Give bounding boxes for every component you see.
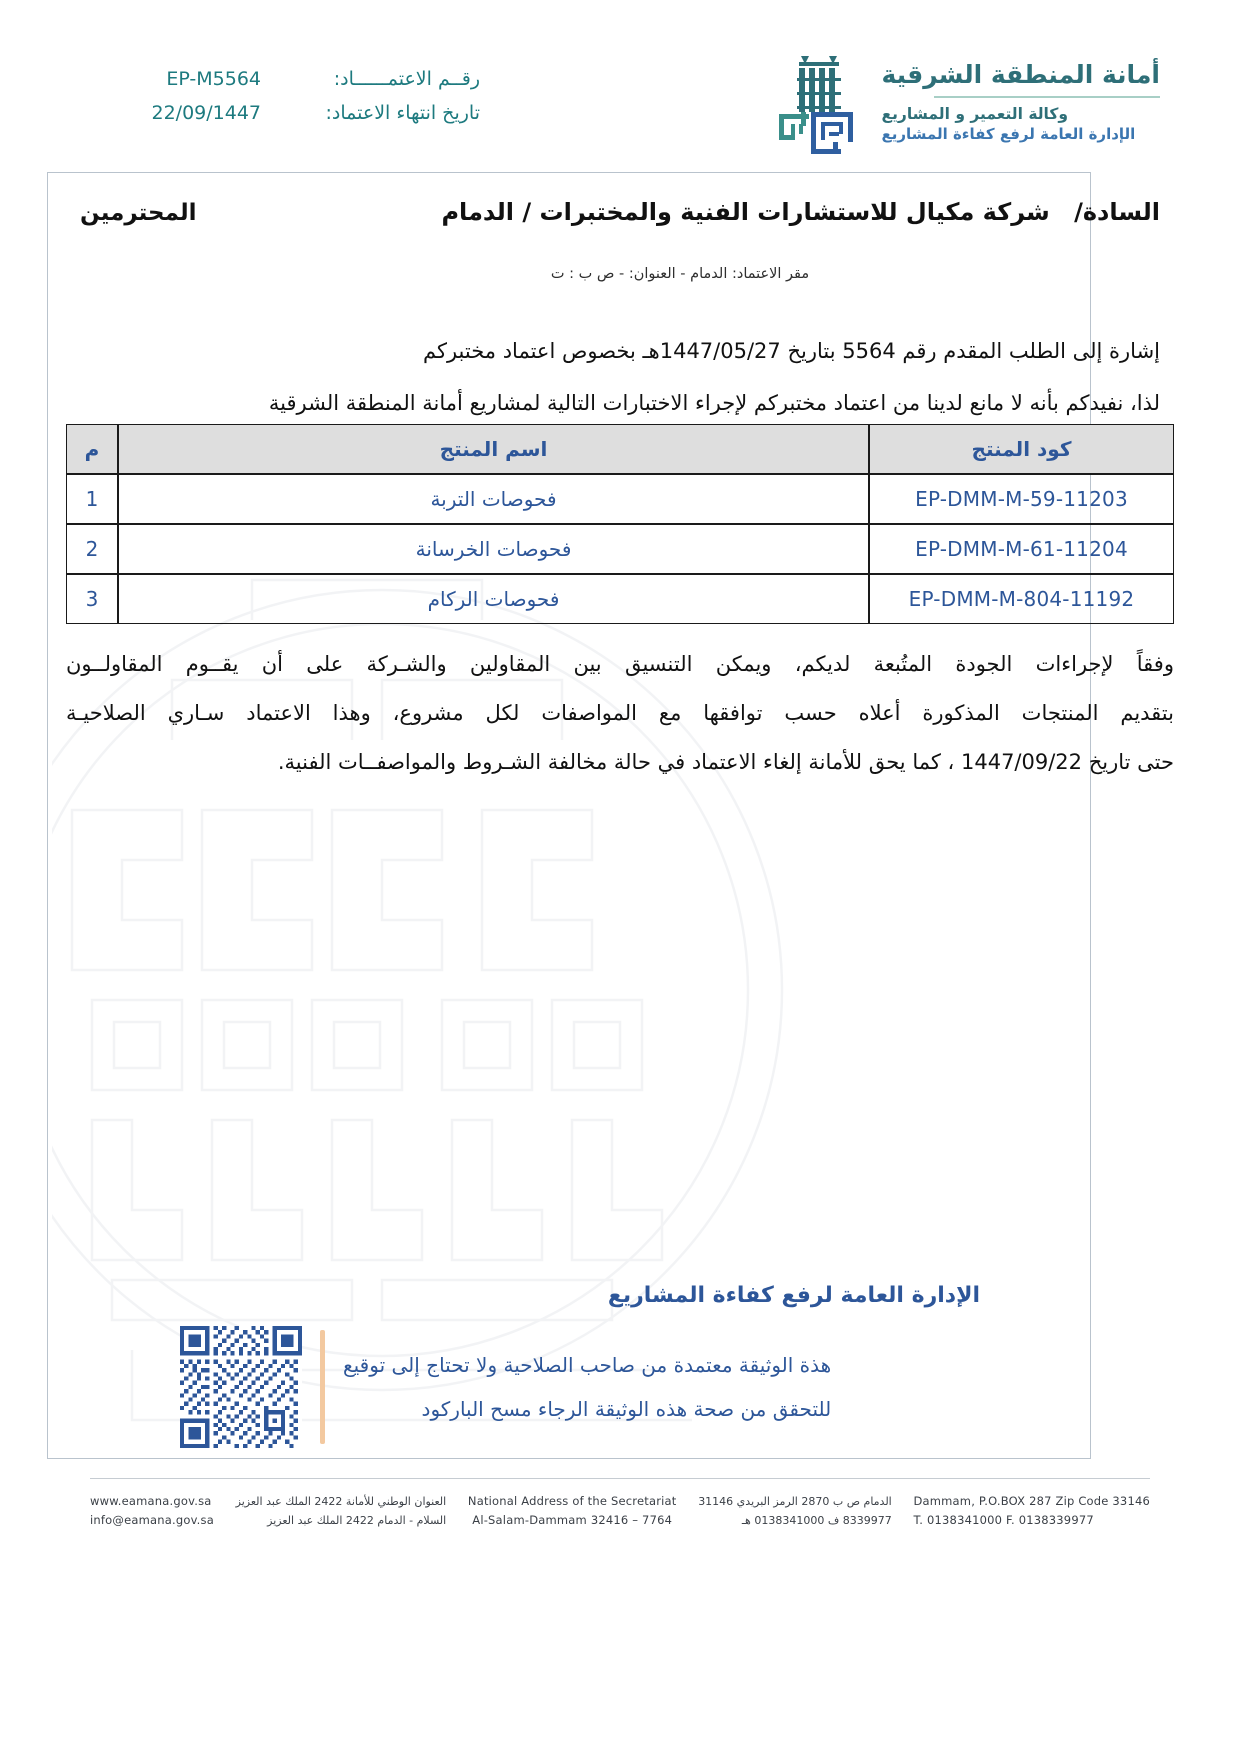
cell-product-name: فحوصات التربة — [118, 474, 869, 524]
recipient-address: مقر الاعتماد: الدمام - العنوان: - ص ب : ت — [550, 266, 810, 282]
footer-postal-en-line-2: T. 0138341000 F. 0138339977 — [913, 1513, 1094, 1527]
footer-email[interactable]: info@eamana.gov.sa — [90, 1513, 214, 1527]
cell-product-code: EP-DMM-M-59-11203 — [869, 474, 1174, 524]
accreditation-number-label: رقــم الاعتمــــــاد: — [333, 68, 480, 90]
footer-columns — [90, 1492, 1150, 1530]
footer-contact — [90, 1492, 214, 1530]
footer-national-address-ar — [236, 1492, 447, 1530]
accreditation-meta — [80, 62, 480, 130]
cell-index: 1 — [66, 474, 118, 524]
recipient-company-block — [441, 198, 1160, 226]
footer-national-address-en — [468, 1492, 677, 1530]
signature-accent-divider — [320, 1330, 325, 1444]
signature-department: الإدارة العامة لرفع كفاءة المشاريع — [607, 1283, 980, 1308]
footer-postal-ar-line-1: الدمام ص ب 2870 الرمز البريدي 31146 — [698, 1495, 892, 1508]
signature-block — [180, 1283, 1160, 1448]
recipient-row — [80, 198, 1160, 226]
body-paragraph-2: لذا، نفيدكم بأنه لا مانع لدينا من اعتماد مختبركم لإجراء الاختبارات التالية لمشاريع أمانة المنطقة الشرقية — [268, 391, 1160, 415]
letterhead-divider — [934, 96, 1160, 98]
letterhead-text — [881, 46, 1160, 143]
accreditation-expiry-label: تاريخ انتهاء الاعتماد: — [325, 102, 480, 124]
cell-index: 3 — [66, 574, 118, 624]
organization-agency: وكالة التعمير و المشاريع — [881, 105, 1069, 123]
recipient-lead: السادة/ — [1074, 198, 1160, 226]
recipient-honorific: المحترمين — [80, 200, 197, 226]
signature-row — [180, 1326, 1160, 1448]
footer-national-address-ar-line-1: العنوان الوطني للأمانة 2422 الملك عبد العزيز — [235, 1495, 447, 1508]
recipient-company: شركة مكيال للاستشارات الفنية والمختبرات / الدمام — [441, 198, 1050, 226]
header-index: م — [66, 424, 118, 474]
header-product-name: اسم المنتج — [118, 424, 869, 474]
closing-line-2: بتقديم المنتجات المذكورة أعلاه حسب توافقها مع المواصفات لكل مشروع، وهذا الاعتماد سـاري الصلاحيـة — [66, 701, 1174, 725]
table-row — [66, 574, 1174, 624]
products-table-wrapper — [66, 424, 1174, 624]
organization-department: الإدارة العامة لرفع كفاءة المشاريع — [881, 125, 1136, 143]
table-header-row — [66, 424, 1174, 474]
footer-website[interactable]: www.eamana.gov.sa — [90, 1494, 212, 1508]
signature-note-1: هذة الوثيقة معتمدة من صاحب الصلاحية ولا تحتاج إلى توقيع — [343, 1353, 832, 1377]
footer-national-address-en-line-2: Al-Salam-Dammam 32416 – 7764 — [472, 1513, 673, 1527]
footer-postal-ar-line-2: 8339977 ف 0138341000 هـ — [741, 1514, 892, 1527]
organization-title: أمانة المنطقة الشرقية — [881, 60, 1160, 89]
footer-divider — [90, 1478, 1150, 1479]
accreditation-number-value: EP-M5564 — [166, 68, 261, 90]
table-row — [66, 474, 1174, 524]
body-paragraph-1: إشارة إلى الطلب المقدم رقم 5564 بتاريخ 1447/05/27هـ بخصوص اعتماد مختبركم — [422, 339, 1160, 363]
closing-line-3: حتى تاريخ 1447/09/22 ، كما يحق للأمانة إلغاء الاعتماد في حالة مخالفة الشـروط والمواصفــات الفنية. — [277, 750, 1174, 774]
cell-index: 2 — [66, 524, 118, 574]
closing-line-1: وفقاً لإجراءات الجودة المتُبعة لديكم، ويمكن التنسيق بين المقاولين والشـركة على أن يقــوم المقاولــون — [66, 652, 1174, 676]
accreditation-expiry-value: 22/09/1447 — [151, 102, 261, 124]
page-footer — [0, 1478, 1240, 1598]
cell-product-name: فحوصات الركام — [118, 574, 869, 624]
accreditation-number-row — [80, 62, 480, 96]
footer-postal-ar — [698, 1492, 892, 1530]
footer-national-address-en-line-1: National Address of the Secretariat — [467, 1494, 677, 1508]
cell-product-code: EP-DMM-M-804-11192 — [869, 574, 1174, 624]
footer-postal-en-line-1: Dammam, P.O.BOX 287 Zip Code 33146 — [913, 1494, 1150, 1508]
eastern-province-municipality-emblem-icon — [771, 46, 867, 158]
signature-notes — [343, 1326, 841, 1448]
products-table — [66, 424, 1174, 624]
header-product-code: كود المنتج — [869, 424, 1174, 474]
qr-code-icon[interactable] — [180, 1326, 302, 1448]
footer-national-address-ar-line-2: السلام - الدمام 2422 الملك عبد العزيز — [267, 1514, 447, 1527]
cell-product-name: فحوصات الخرسانة — [118, 524, 869, 574]
footer-postal-en — [913, 1492, 1150, 1530]
cell-product-code: EP-DMM-M-61-11204 — [869, 524, 1174, 574]
closing-paragraphs — [66, 640, 1174, 787]
letterhead — [771, 46, 1160, 158]
signature-note-2: للتحقق من صحة هذه الوثيقة الرجاء مسح الباركود — [421, 1397, 832, 1421]
table-row — [66, 524, 1174, 574]
accreditation-expiry-row — [80, 96, 480, 130]
